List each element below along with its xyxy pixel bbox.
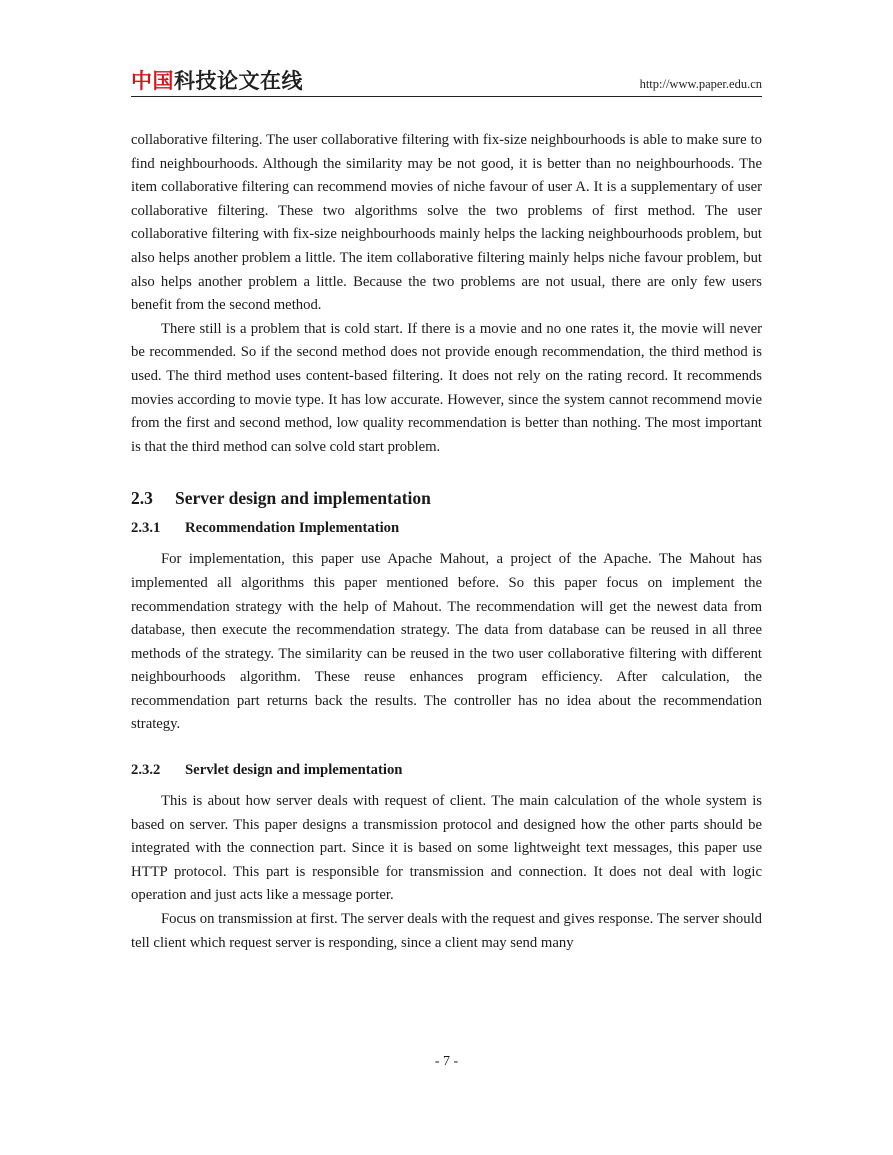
page-header <box>131 68 762 97</box>
subsection-title-2: Servlet design and implementation <box>185 762 403 779</box>
subsection-heading-1 <box>131 518 762 538</box>
paragraph-2: There still is a problem that is cold start. If there is a movie and no one rates it, the movie will never be recommended. So if the second method does not provide enough recommendation, the third method is used. The third method uses content-based filtering. It does not rely on the rating record. It recommends movies according to movie type. It has low accurate. However, since the system cannot recommend movie from the first and second method, low quality recommendation is better than nothing. The most important is that the third method can solve cold start problem. <box>131 320 762 455</box>
subsection-number-2: 2.3.2 <box>131 762 161 779</box>
subsection-title-1: Recommendation Implementation <box>185 520 400 537</box>
publisher-logo <box>131 68 303 94</box>
section-heading <box>131 487 762 509</box>
paragraph-5: Focus on transmission at first. The server deals with the request and gives response. The server should tell client which request server is responding, since a client may send many <box>131 911 762 951</box>
subsection-heading-2 <box>131 760 762 780</box>
paragraph-1: collaborative filtering. The user collaborative filtering with fix-size neighbourhoods is able to make sure to find neighbourhoods. Although the similarity may be not good, it is better than no neighbourhoods. The item collaborative filtering can recommend movies of niche favour of user A. It is a supplementary of user collaborative filtering. These two algorithms solve the two problems of first method. The user collaborative filtering with fix-size neighbourhoods mainly helps the lacking neighbourhoods problem, but also helps another problem a little. The item collaborative filtering mainly helps niche favour problem, but also helps another problem a little. Because the two problems are not usual, there are only few users benefit from the second method. <box>131 132 762 314</box>
section-number: 2.3 <box>131 488 153 509</box>
section-title: Server design and implementation <box>175 488 431 509</box>
paragraph-3: For implementation, this paper use Apache Mahout, a project of the Apache. The Mahout has implemented all algorithms this paper mentioned before. So this paper focus on implement the recommendation strategy with the help of Mahout. The recommendation will get the newest data from database, then execute the recommendation strategy. The data from database can be reused in all three methods of the strategy. The similarity can be reused in the two user collaborative filtering with different neighbourhoods algorithm. These reuse enhances program efficiency. After calculation, the recommendation part returns back the results. The controller has no idea about the recommendation strategy. <box>131 551 762 733</box>
paragraph-4: This is about how server deals with request of client. The main calculation of the whole system is based on server. This paper designs a transmission protocol and designed how the other parts should be integrated with the connection part. Since it is based on some lightweight text messages, this paper use HTTP protocol. This part is responsible for transmission and connection. It does not deal with logic operation and just acts like a message porter. <box>131 793 762 904</box>
page-body <box>131 129 762 955</box>
header-url: http://www.paper.edu.cn <box>639 77 762 91</box>
logo-dark-text: 科技论文在线 <box>174 69 303 93</box>
logo-red-text: 中国 <box>131 69 174 93</box>
subsection-number-1: 2.3.1 <box>131 520 161 537</box>
page-number: - 7 - <box>434 1054 459 1069</box>
